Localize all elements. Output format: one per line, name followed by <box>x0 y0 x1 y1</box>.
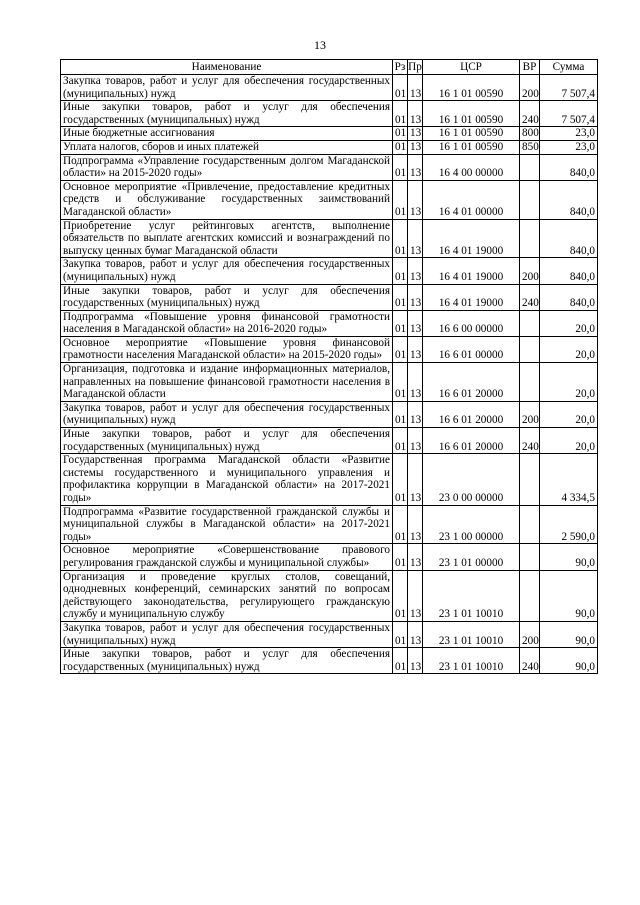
cell-sum: 840,0 <box>540 180 598 219</box>
cell-vr: 200 <box>520 401 540 427</box>
table-row <box>61 336 598 362</box>
cell-csr: 16 4 01 19000 <box>423 219 520 258</box>
cell-csr: 16 1 01 00590 <box>423 127 520 141</box>
cell-sum: 840,0 <box>540 219 598 258</box>
table-row <box>61 363 598 402</box>
cell-pr: 13 <box>408 363 423 402</box>
cell-vr <box>520 180 540 219</box>
cell-rz: 01 <box>393 140 408 154</box>
cell-rz: 01 <box>393 401 408 427</box>
cell-vr: 240 <box>520 428 540 454</box>
cell-sum: 20,0 <box>540 428 598 454</box>
cell-vr: 850 <box>520 140 540 154</box>
header-rz: Рз <box>393 60 408 75</box>
cell-sum: 23,0 <box>540 127 598 141</box>
cell-name: Основное мероприятие «Привлечение, предоставление кредитных средств и обслуживание государственных заимствований Магаданской области» <box>61 180 393 219</box>
cell-csr: 16 6 01 20000 <box>423 428 520 454</box>
cell-vr: 200 <box>520 258 540 284</box>
cell-sum: 23,0 <box>540 140 598 154</box>
cell-rz: 01 <box>393 363 408 402</box>
cell-name: Подпрограмма «Управление государственным долгом Магаданской области» на 2015-2020 годы» <box>61 154 393 180</box>
cell-csr: 16 6 00 00000 <box>423 310 520 336</box>
table-row <box>61 154 598 180</box>
page-number: 13 <box>314 38 326 52</box>
cell-name: Основное мероприятие «Совершенствование правового регулирования гражданской службы и муниципальной службы» <box>61 544 393 570</box>
cell-name: Организация, подготовка и издание информационных материалов, направленных на повышение финансовой грамотности населения в Магаданской области <box>61 363 393 402</box>
cell-vr <box>520 154 540 180</box>
table-row <box>61 101 598 127</box>
cell-rz: 01 <box>393 180 408 219</box>
cell-name: Иные закупки товаров, работ и услуг для обеспечения государственных (муниципальных) нужд <box>61 284 393 310</box>
table-row <box>61 570 598 621</box>
cell-csr: 23 1 01 10010 <box>423 648 520 674</box>
header-pr: Пр <box>408 60 422 73</box>
cell-rz: 01 <box>393 648 408 674</box>
cell-name: Закупка товаров, работ и услуг для обеспечения государственных (муниципальных) нужд <box>61 75 393 101</box>
cell-sum: 7 507,4 <box>540 101 598 127</box>
cell-rz: 01 <box>393 570 408 621</box>
cell-sum: 90,0 <box>540 621 598 647</box>
cell-csr: 16 4 01 19000 <box>423 258 520 284</box>
cell-vr: 200 <box>520 621 540 647</box>
cell-rz: 01 <box>393 505 408 544</box>
cell-pr: 13 <box>408 401 423 427</box>
header-name: Наименование <box>61 60 393 75</box>
table-row <box>61 140 598 154</box>
cell-name: Иные закупки товаров, работ и услуг для обеспечения государственных (муниципальных) нужд <box>61 428 393 454</box>
cell-sum: 20,0 <box>540 363 598 402</box>
cell-vr: 200 <box>520 75 540 101</box>
cell-name: Подпрограмма «Повышение уровня финансовой грамотности населения в Магаданской области» на 2016-2020 годы» <box>61 310 393 336</box>
cell-vr: 800 <box>520 127 540 141</box>
table-row <box>61 310 598 336</box>
cell-csr: 23 1 01 10010 <box>423 570 520 621</box>
cell-rz: 01 <box>393 336 408 362</box>
cell-name: Основное мероприятие «Повышение уровня финансовой грамотности населения Магаданской области» на 2015-2020 годы» <box>61 336 393 362</box>
cell-sum: 4 334,5 <box>540 454 598 505</box>
cell-vr <box>520 454 540 505</box>
cell-vr: 240 <box>520 648 540 674</box>
cell-name: Закупка товаров, работ и услуг для обеспечения государственных (муниципальных) нужд <box>61 621 393 647</box>
cell-rz: 01 <box>393 284 408 310</box>
cell-pr: 13 <box>408 336 423 362</box>
cell-name: Закупка товаров, работ и услуг для обеспечения государственных (муниципальных) нужд <box>61 258 393 284</box>
table-row <box>61 428 598 454</box>
cell-sum: 840,0 <box>540 284 598 310</box>
cell-rz: 01 <box>393 544 408 570</box>
table-row <box>61 180 598 219</box>
cell-rz: 01 <box>393 621 408 647</box>
cell-csr: 23 1 01 10010 <box>423 621 520 647</box>
cell-pr: 13 <box>408 310 423 336</box>
cell-name: Иные закупки товаров, работ и услуг для обеспечения государственных (муниципальных) нужд <box>61 648 393 674</box>
cell-sum: 20,0 <box>540 401 598 427</box>
cell-vr <box>520 570 540 621</box>
cell-pr: 13 <box>408 454 423 505</box>
cell-pr: 13 <box>408 75 423 101</box>
cell-name: Иные бюджетные ассигнования <box>61 127 393 141</box>
header-csr: ЦСР <box>423 60 520 75</box>
cell-vr <box>520 544 540 570</box>
cell-rz: 01 <box>393 154 408 180</box>
cell-csr: 23 1 01 00000 <box>423 544 520 570</box>
cell-rz: 01 <box>393 75 408 101</box>
cell-vr <box>520 505 540 544</box>
cell-sum: 20,0 <box>540 310 598 336</box>
table-body <box>61 75 598 674</box>
cell-csr: 16 4 01 19000 <box>423 284 520 310</box>
table-header-row <box>61 60 598 75</box>
cell-rz: 01 <box>393 258 408 284</box>
budget-table <box>60 59 598 674</box>
cell-name: Подпрограмма «Развитие государственной гражданской службы и муниципальной службы в Магаданской области» на 2017-2021 годы» <box>61 505 393 544</box>
cell-csr: 16 4 00 00000 <box>423 154 520 180</box>
cell-rz: 01 <box>393 101 408 127</box>
cell-vr <box>520 336 540 362</box>
table-row <box>61 621 598 647</box>
cell-rz: 01 <box>393 310 408 336</box>
table-row <box>61 454 598 505</box>
cell-sum: 90,0 <box>540 648 598 674</box>
cell-name: Иные закупки товаров, работ и услуг для обеспечения государственных (муниципальных) нужд <box>61 101 393 127</box>
cell-sum: 20,0 <box>540 336 598 362</box>
cell-vr <box>520 310 540 336</box>
table-row <box>61 401 598 427</box>
cell-rz: 01 <box>393 127 408 141</box>
cell-pr: 13 <box>408 101 423 127</box>
cell-sum: 840,0 <box>540 154 598 180</box>
cell-name: Закупка товаров, работ и услуг для обеспечения государственных (муниципальных) нужд <box>61 401 393 427</box>
cell-sum: 2 590,0 <box>540 505 598 544</box>
table-row <box>61 284 598 310</box>
cell-sum: 90,0 <box>540 544 598 570</box>
cell-pr: 13 <box>408 570 423 621</box>
cell-csr: 16 1 01 00590 <box>423 101 520 127</box>
cell-pr: 13 <box>408 428 423 454</box>
table-row <box>61 258 598 284</box>
cell-csr: 16 1 01 00590 <box>423 75 520 101</box>
cell-sum: 90,0 <box>540 570 598 621</box>
cell-pr: 13 <box>408 258 423 284</box>
table-row <box>61 219 598 258</box>
cell-pr: 13 <box>408 284 423 310</box>
cell-csr: 16 1 01 00590 <box>423 140 520 154</box>
cell-pr: 13 <box>408 219 423 258</box>
cell-name: Государственная программа Магаданской области «Развитие системы государственного и муниципального управления и профилактика коррупции в Магаданской области» на 2017-2021 годы» <box>61 454 393 505</box>
table-row <box>61 505 598 544</box>
cell-vr: 240 <box>520 284 540 310</box>
table-row <box>61 544 598 570</box>
cell-name: Уплата налогов, сборов и иных платежей <box>61 140 393 154</box>
table-row <box>61 648 598 674</box>
cell-pr: 13 <box>408 154 423 180</box>
cell-name: Приобретение услуг рейтинговых агентств, выполнение обязательств по выплате агентских комиссий и вознаграждений по выпуску ценных бумаг Магаданской области <box>61 219 393 258</box>
cell-pr: 13 <box>408 648 423 674</box>
cell-pr: 13 <box>408 505 423 544</box>
header-vr: ВР <box>520 60 540 75</box>
table-row <box>61 127 598 141</box>
cell-pr: 13 <box>408 544 423 570</box>
cell-vr: 240 <box>520 101 540 127</box>
cell-pr: 13 <box>408 140 423 154</box>
cell-rz: 01 <box>393 219 408 258</box>
cell-csr: 16 6 01 00000 <box>423 336 520 362</box>
cell-sum: 7 507,4 <box>540 75 598 101</box>
cell-csr: 23 1 00 00000 <box>423 505 520 544</box>
cell-csr: 16 4 01 00000 <box>423 180 520 219</box>
cell-pr: 13 <box>408 621 423 647</box>
cell-sum: 840,0 <box>540 258 598 284</box>
cell-vr <box>520 219 540 258</box>
cell-csr: 23 0 00 00000 <box>423 454 520 505</box>
cell-csr: 16 6 01 20000 <box>423 363 520 402</box>
cell-pr: 13 <box>408 180 423 219</box>
cell-rz: 01 <box>393 428 408 454</box>
cell-pr: 13 <box>408 127 423 141</box>
cell-name: Организация и проведение круглых столов, совещаний, однодневных конференций, семинарских занятий по вопросам действующего законодательства, регулирующего гражданскую службу и муниципальную службу <box>61 570 393 621</box>
header-sum: Сумма <box>540 60 598 75</box>
cell-csr: 16 6 01 20000 <box>423 401 520 427</box>
cell-rz: 01 <box>393 454 408 505</box>
cell-vr <box>520 363 540 402</box>
table-row <box>61 75 598 101</box>
